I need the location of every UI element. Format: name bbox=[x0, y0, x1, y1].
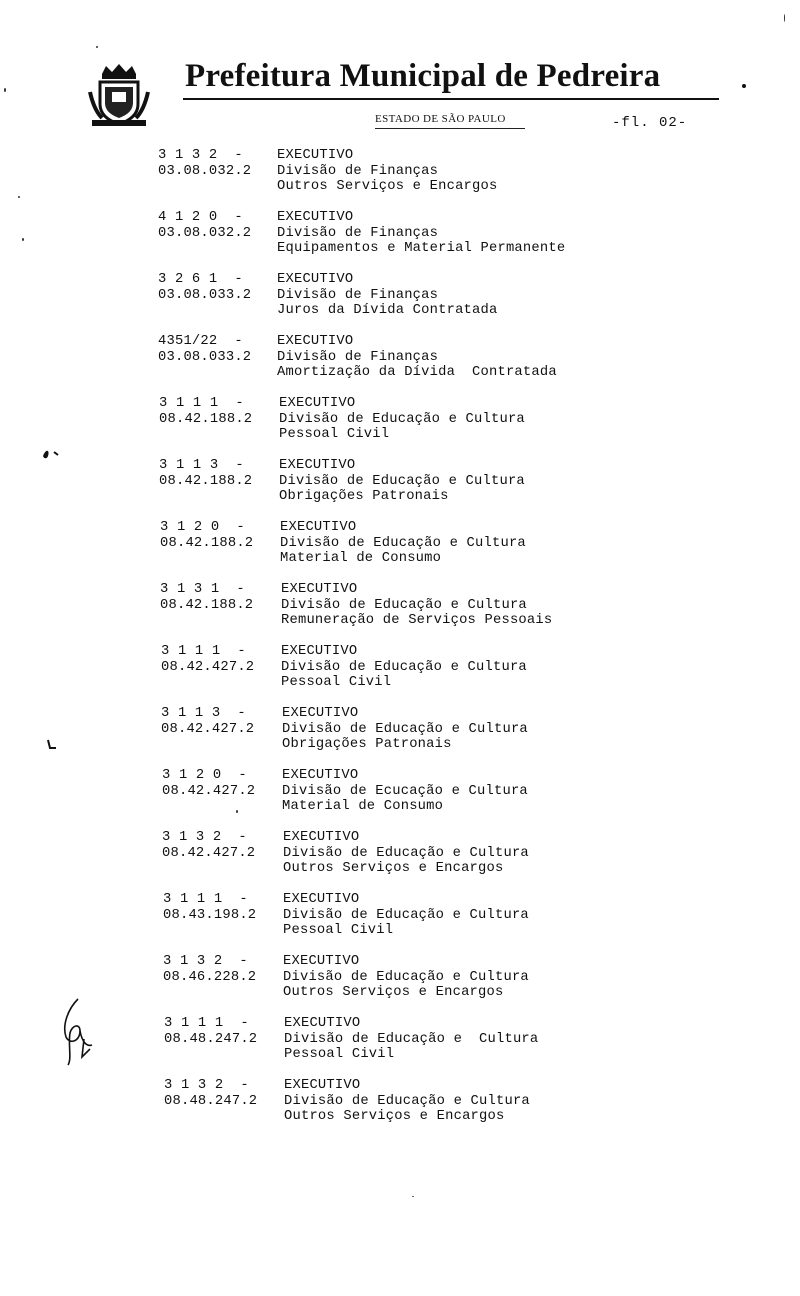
entry-code: 3 1 2 0 - bbox=[162, 768, 247, 783]
entry-branch: EXECUTIVO bbox=[280, 520, 357, 535]
entry-division: Divisão de Educação e Cultura bbox=[284, 1031, 539, 1047]
folio-number: -fl. 02- bbox=[612, 115, 688, 131]
entry-division: Divisão de Educação e Cultura bbox=[281, 597, 527, 613]
entry-program: 08.42.427.2 bbox=[161, 659, 255, 675]
entry-branch: EXECUTIVO bbox=[283, 892, 360, 907]
entry-code: 3 1 1 1 - bbox=[164, 1016, 249, 1031]
entry-description: Juros da Dívida Contratada bbox=[277, 303, 498, 319]
scan-speck bbox=[96, 46, 98, 48]
entry-description: Pessoal Civil bbox=[281, 675, 392, 691]
entry-code: 3 1 1 3 - bbox=[161, 706, 246, 721]
scan-speck bbox=[412, 1196, 414, 1197]
entry-code: 4 1 2 0 - bbox=[158, 210, 243, 225]
scan-speck bbox=[236, 810, 238, 813]
entry-description: Obrigações Patronais bbox=[279, 489, 449, 505]
entry-code: 3 1 1 3 - bbox=[159, 458, 244, 473]
entry-program: 03.08.032.2 bbox=[158, 225, 252, 241]
state-underline bbox=[375, 128, 525, 129]
entry-branch: EXECUTIVO bbox=[284, 1078, 361, 1093]
entry-branch: EXECUTIVO bbox=[282, 706, 359, 721]
handwritten-initials-icon bbox=[58, 995, 98, 1067]
entry-division: Divisão de Educação e Cultura bbox=[283, 907, 529, 923]
entry-description: Obrigações Patronais bbox=[282, 737, 452, 753]
entry-program: 08.42.188.2 bbox=[160, 535, 254, 551]
entry-branch: EXECUTIVO bbox=[279, 396, 356, 411]
entry-description: Material de Consumo bbox=[280, 551, 442, 567]
entry-division: Divisão de Finanças bbox=[277, 163, 439, 179]
entry-program: 08.48.247.2 bbox=[164, 1031, 258, 1047]
entry-division: Divisão de Educação e Cultura bbox=[280, 535, 526, 551]
entry-description: Remuneração de Serviços Pessoais bbox=[281, 613, 553, 629]
entry-program: 08.43.198.2 bbox=[163, 907, 257, 923]
scan-speck bbox=[784, 14, 785, 22]
entry-branch: EXECUTIVO bbox=[283, 830, 360, 845]
municipal-crest-icon bbox=[88, 62, 150, 128]
page-title: Prefeitura Municipal de Pedreira bbox=[185, 58, 661, 94]
title-underline bbox=[183, 98, 719, 100]
entry-branch: EXECUTIVO bbox=[279, 458, 356, 473]
entry-description: Pessoal Civil bbox=[284, 1047, 395, 1063]
entry-branch: EXECUTIVO bbox=[277, 148, 354, 163]
entry-program: 08.48.247.2 bbox=[164, 1093, 258, 1109]
entry-program: 08.42.427.2 bbox=[162, 845, 256, 861]
entry-branch: EXECUTIVO bbox=[283, 954, 360, 969]
entry-program: 08.42.188.2 bbox=[159, 473, 253, 489]
entry-branch: EXECUTIVO bbox=[284, 1016, 361, 1031]
entry-description: Outros Serviços e Encargos bbox=[277, 179, 498, 195]
entry-branch: EXECUTIVO bbox=[281, 582, 358, 597]
margin-mark-icon bbox=[40, 446, 62, 462]
entry-code: 3 1 3 2 - bbox=[158, 148, 243, 163]
entry-code: 3 1 2 0 - bbox=[160, 520, 245, 535]
state-label: ESTADO DE SÃO PAULO bbox=[375, 113, 506, 125]
entry-code: 3 1 3 1 - bbox=[160, 582, 245, 597]
entry-program: 08.42.427.2 bbox=[162, 783, 256, 799]
entry-division: Divisão de Educação e Cultura bbox=[283, 845, 529, 861]
entry-code: 3 1 3 2 - bbox=[163, 954, 248, 969]
entry-program: 03.08.032.2 bbox=[158, 163, 252, 179]
entry-division: Divisão de Finanças bbox=[277, 287, 439, 303]
entry-program: 08.46.228.2 bbox=[163, 969, 257, 985]
entry-code: 3 1 1 1 - bbox=[161, 644, 246, 659]
entry-description: Amortização da Dívida Contratada bbox=[277, 365, 557, 381]
entry-branch: EXECUTIVO bbox=[277, 272, 354, 287]
entry-description: Pessoal Civil bbox=[283, 923, 394, 939]
entry-code: 4351/22 - bbox=[158, 334, 243, 349]
entry-program: 08.42.188.2 bbox=[160, 597, 254, 613]
entry-description: Outros Serviços e Encargos bbox=[284, 1109, 505, 1125]
entry-code: 3 1 1 1 - bbox=[159, 396, 244, 411]
entry-code: 3 1 3 2 - bbox=[162, 830, 247, 845]
scan-speck bbox=[22, 238, 24, 241]
entry-division: Divisão de Educação e Cultura bbox=[279, 473, 525, 489]
entry-code: 3 2 6 1 - bbox=[158, 272, 243, 287]
entry-code: 3 1 1 1 - bbox=[163, 892, 248, 907]
entry-program: 03.08.033.2 bbox=[158, 349, 252, 365]
entry-division: Divisão de Ecucação e Cultura bbox=[282, 783, 528, 799]
entry-division: Divisão de Educação e Cultura bbox=[281, 659, 527, 675]
entry-branch: EXECUTIVO bbox=[277, 334, 354, 349]
entry-description: Material de Consumo bbox=[282, 799, 444, 815]
entry-description: Pessoal Civil bbox=[279, 427, 390, 443]
entry-program: 08.42.188.2 bbox=[159, 411, 253, 427]
scan-speck bbox=[4, 88, 6, 92]
entry-description: Equipamentos e Material Permanente bbox=[277, 241, 566, 257]
title-dot bbox=[742, 84, 746, 88]
margin-mark-icon bbox=[44, 738, 60, 752]
entry-program: 08.42.427.2 bbox=[161, 721, 255, 737]
entry-division: Divisão de Educação e Cultura bbox=[284, 1093, 530, 1109]
entry-division: Divisão de Educação e Cultura bbox=[283, 969, 529, 985]
entry-division: Divisão de Finanças bbox=[277, 225, 439, 241]
entry-branch: EXECUTIVO bbox=[282, 768, 359, 783]
entry-program: 03.08.033.2 bbox=[158, 287, 252, 303]
entry-description: Outros Serviços e Encargos bbox=[283, 861, 504, 877]
entry-code: 3 1 3 2 - bbox=[164, 1078, 249, 1093]
scan-speck bbox=[18, 196, 20, 198]
entry-division: Divisão de Educação e Cultura bbox=[279, 411, 525, 427]
entry-division: Divisão de Finanças bbox=[277, 349, 439, 365]
entry-branch: EXECUTIVO bbox=[281, 644, 358, 659]
entry-description: Outros Serviços e Encargos bbox=[283, 985, 504, 1001]
entry-division: Divisão de Educação e Cultura bbox=[282, 721, 528, 737]
entry-branch: EXECUTIVO bbox=[277, 210, 354, 225]
